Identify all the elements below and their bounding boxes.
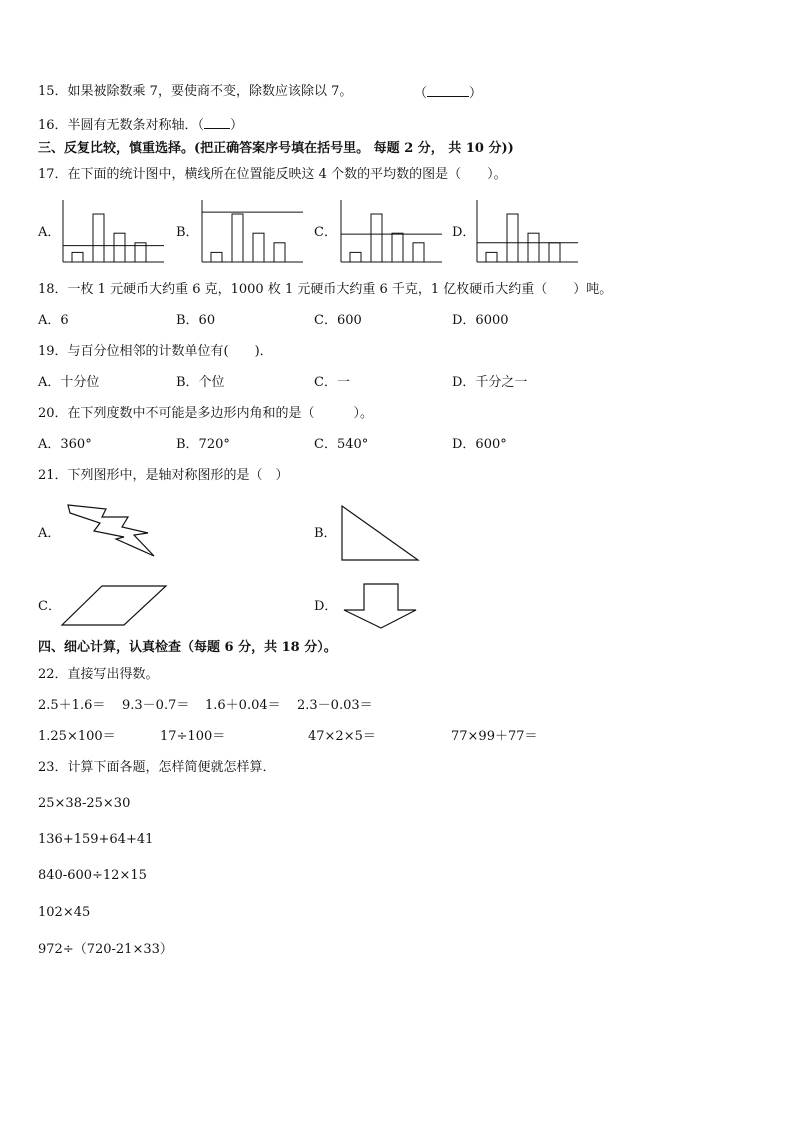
q21-option-b-label[interactable]: B． <box>314 526 337 541</box>
bar <box>507 214 518 262</box>
bar <box>274 243 285 262</box>
section-4-title: 四、细心计算，认真检查（每题 6 分，共 18 分）。 <box>38 640 337 655</box>
bar-chart-d <box>476 200 578 264</box>
q17-option-a-label[interactable]: A． <box>38 225 61 240</box>
q19-option-b[interactable]: B．个位 <box>176 375 225 390</box>
q22-expr-1: 2.5＋1.6＝ <box>38 698 106 713</box>
q23-item-1: 25×38-25×30 <box>38 796 131 811</box>
question-15-text: 15．如果被除数乘 7，要使商不变，除数应该除以 7。 <box>38 84 353 99</box>
q21-option-d-label[interactable]: D． <box>314 599 338 614</box>
q22-expr-3: 1.6＋0.04＝ <box>205 698 281 713</box>
bar-chart-c <box>340 200 442 264</box>
q22-expr-2: 9.3－0.7＝ <box>122 698 190 713</box>
q20-option-d[interactable]: D．600° <box>452 437 507 452</box>
bar <box>350 252 361 262</box>
q22-expr-4: 2.3－0.03＝ <box>297 698 373 713</box>
down-arrow-icon <box>340 582 422 630</box>
q20-option-c[interactable]: C．540° <box>314 437 369 452</box>
bar <box>371 214 382 262</box>
q21-option-c-label[interactable]: C． <box>38 599 61 614</box>
section-3-title: 三、反复比较，慎重选择。(把正确答案序号填在括号里。 每题 2 分， 共 10 分)) <box>38 141 514 156</box>
question-21-text: 21．下列图形中，是轴对称图形的是（ ） <box>38 468 289 483</box>
q22-expr-5: 1.25×100＝ <box>38 729 116 744</box>
bar <box>528 233 539 262</box>
bar <box>114 233 125 262</box>
question-20-text: 20．在下列度数中不可能是多边形内角和的是（ ）。 <box>38 406 374 421</box>
bar <box>211 252 222 262</box>
q21-option-a-label[interactable]: A． <box>38 526 61 541</box>
question-23-text: 23．计算下面各题，怎样简便就怎样算． <box>38 760 276 775</box>
bar <box>486 252 497 262</box>
q22-expr-7: 47×2×5＝ <box>308 729 376 744</box>
question-18-text: 18．一枚 1 元硬币大约重 6 克，1000 枚 1 元硬币大约重 6 千克，1 亿枚硬币大约重（ ）吨。 <box>38 282 613 297</box>
q18-option-d[interactable]: D．6000 <box>452 313 509 328</box>
right-triangle-icon <box>340 504 422 562</box>
q19-option-c[interactable]: C．一 <box>314 375 350 390</box>
q23-item-3: 840-600÷12×15 <box>38 868 147 883</box>
q18-option-b[interactable]: B．60 <box>176 313 216 328</box>
question-16: 16．半圆有无数条对称轴．（ ） <box>38 118 244 133</box>
bar <box>232 214 243 262</box>
lightning-bolt-icon <box>64 503 156 559</box>
q17-option-c-label[interactable]: C． <box>314 225 337 240</box>
q22-expr-6: 17÷100＝ <box>160 729 226 744</box>
answer-blank[interactable] <box>204 116 230 129</box>
q23-item-5: 972÷（720-21×33） <box>38 942 173 957</box>
q18-option-a[interactable]: A．6 <box>38 313 69 328</box>
q23-item-4: 102×45 <box>38 905 91 920</box>
bar-chart-a <box>62 200 164 264</box>
q18-option-c[interactable]: C．600 <box>314 313 362 328</box>
bar <box>549 243 560 262</box>
bar <box>413 243 424 262</box>
answer-blank[interactable] <box>427 84 469 97</box>
question-15 <box>38 84 352 100</box>
q22-expr-8: 77×99＋77＝ <box>451 729 538 744</box>
q20-option-b[interactable]: B．720° <box>176 437 230 452</box>
q23-item-2: 136+159+64+41 <box>38 832 154 847</box>
q17-option-d-label[interactable]: D． <box>452 225 476 240</box>
question-22-text: 22．直接写出得数。 <box>38 667 159 682</box>
q20-option-a[interactable]: A．360° <box>38 437 92 452</box>
bar-chart-b <box>201 200 303 264</box>
bar <box>72 252 83 262</box>
bar <box>253 233 264 262</box>
bar <box>392 233 403 262</box>
q19-option-d[interactable]: D．千分之一 <box>452 375 528 390</box>
question-15-answer-paren: （ ） <box>414 86 483 101</box>
bar <box>93 214 104 262</box>
question-16-text: 16．半圆有无数条对称轴．（ <box>38 118 205 133</box>
parallelogram-icon <box>60 584 170 628</box>
q19-option-a[interactable]: A．十分位 <box>38 375 100 390</box>
question-17-text: 17．在下面的统计图中，横线所在位置能反映这 4 个数的平均数的图是（ ）。 <box>38 167 507 182</box>
q17-option-b-label[interactable]: B． <box>176 225 199 240</box>
question-19-text: 19．与百分位相邻的计数单位有( )． <box>38 344 273 359</box>
